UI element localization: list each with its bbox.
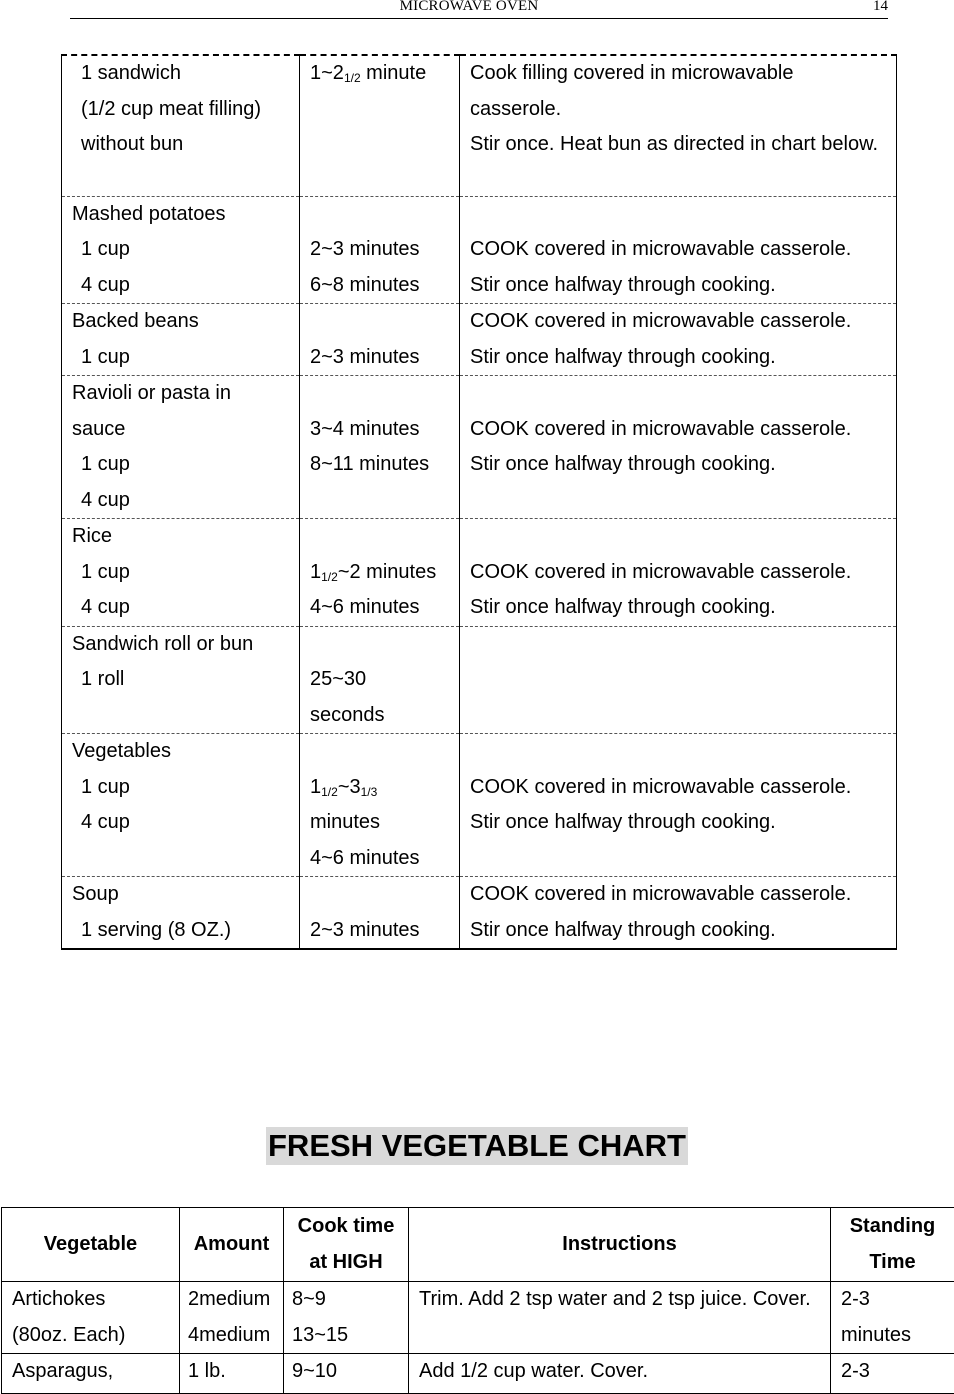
cook-time-cell: 9~10 [284,1354,409,1394]
instructions-cell: COOK covered in microwavable casserole. Stir once halfway through cooking. [460,877,897,950]
table-row [62,877,897,950]
table-row [2,1282,954,1354]
time-cell: 2~3 minutes [300,877,460,950]
time-cell: 2~3 minutes 6~8 minutes [300,196,460,304]
instructions-cell: COOK covered in microwavable casserole. Stir once halfway through cooking. [460,376,897,519]
amount-cell: 2medium 4medium [180,1282,284,1354]
food-cell: Ravioli or pasta in sauce 1 cup 4 cup [62,376,300,519]
food-cell: Vegetables 1 cup 4 cup [62,734,300,877]
instructions-cell: Cook filling covered in microwavable casserole. Stir once. Heat bun as directed in chart below. [460,55,897,196]
page-header [70,0,868,19]
food-cell: Rice 1 cup 4 cup [62,519,300,627]
col-header-vegetable: Vegetable [2,1208,180,1282]
col-header-standing-time: Standing Time [831,1208,954,1282]
table-header-row [2,1208,954,1282]
cook-time-cell: 8~9 13~15 [284,1282,409,1354]
standing-time-cell: 2-3 minutes [831,1282,954,1354]
food-cell: Sandwich roll or bun 1 roll [62,626,300,734]
table-row [62,734,897,877]
time-cell: 25~30 seconds [300,626,460,734]
standing-time-cell: 2-3 [831,1354,954,1394]
section-title: FRESH VEGETABLE CHART [266,1127,688,1165]
instructions-cell: COOK covered in microwavable casserole. Stir once halfway through cooking. [460,196,897,304]
instructions-cell: Trim. Add 2 tsp water and 2 tsp juice. Cover. [409,1282,831,1354]
time-cell: 3~4 minutes 8~11 minutes [300,376,460,519]
food-cell: 1 sandwich (1/2 cup meat filling) without bun [62,55,300,196]
amount-cell: 1 lb. [180,1354,284,1394]
table-row [62,55,897,196]
instructions-cell: COOK covered in microwavable casserole. Stir once halfway through cooking. [460,519,897,627]
fresh-vegetable-table [1,1207,954,1394]
table-row [62,376,897,519]
vegetable-cell: Artichokes (80oz. Each) [2,1282,180,1354]
table-row [62,626,897,734]
instructions-cell: COOK covered in microwavable casserole. Stir once halfway through cooking. [460,304,897,376]
table-row [62,196,897,304]
table-row [62,304,897,376]
instructions-cell: COOK covered in microwavable casserole. Stir once halfway through cooking. [460,734,897,877]
col-header-cook-time: Cook time at HIGH [284,1208,409,1282]
col-header-amount: Amount [180,1208,284,1282]
table-row [2,1354,954,1394]
header-title: MICROWAVE OVEN [70,0,868,15]
time-cell: $1_{1/2}\sim 2$ minutes 4~6 minutes [300,519,460,627]
vegetable-cell: Asparagus, [2,1354,180,1394]
time-cell: $1_{1/2}\sim 3_{1/3}$ minutes 4~6 minutes [300,734,460,877]
food-cell: Backed beans 1 cup [62,304,300,376]
col-header-instructions: Instructions [409,1208,831,1282]
reheat-table [61,54,897,950]
time-cell: $1\sim 2_{1/2}$ minute [300,55,460,196]
food-cell: Mashed potatoes 1 cup 4 cup [62,196,300,304]
food-cell: Soup 1 serving (8 OZ.) [62,877,300,950]
table-row [62,519,897,627]
page-number: 14 [868,0,888,19]
time-cell: 2~3 minutes [300,304,460,376]
instructions-cell: Add 1/2 cup water. Cover. [409,1354,831,1394]
instructions-cell [460,626,897,734]
